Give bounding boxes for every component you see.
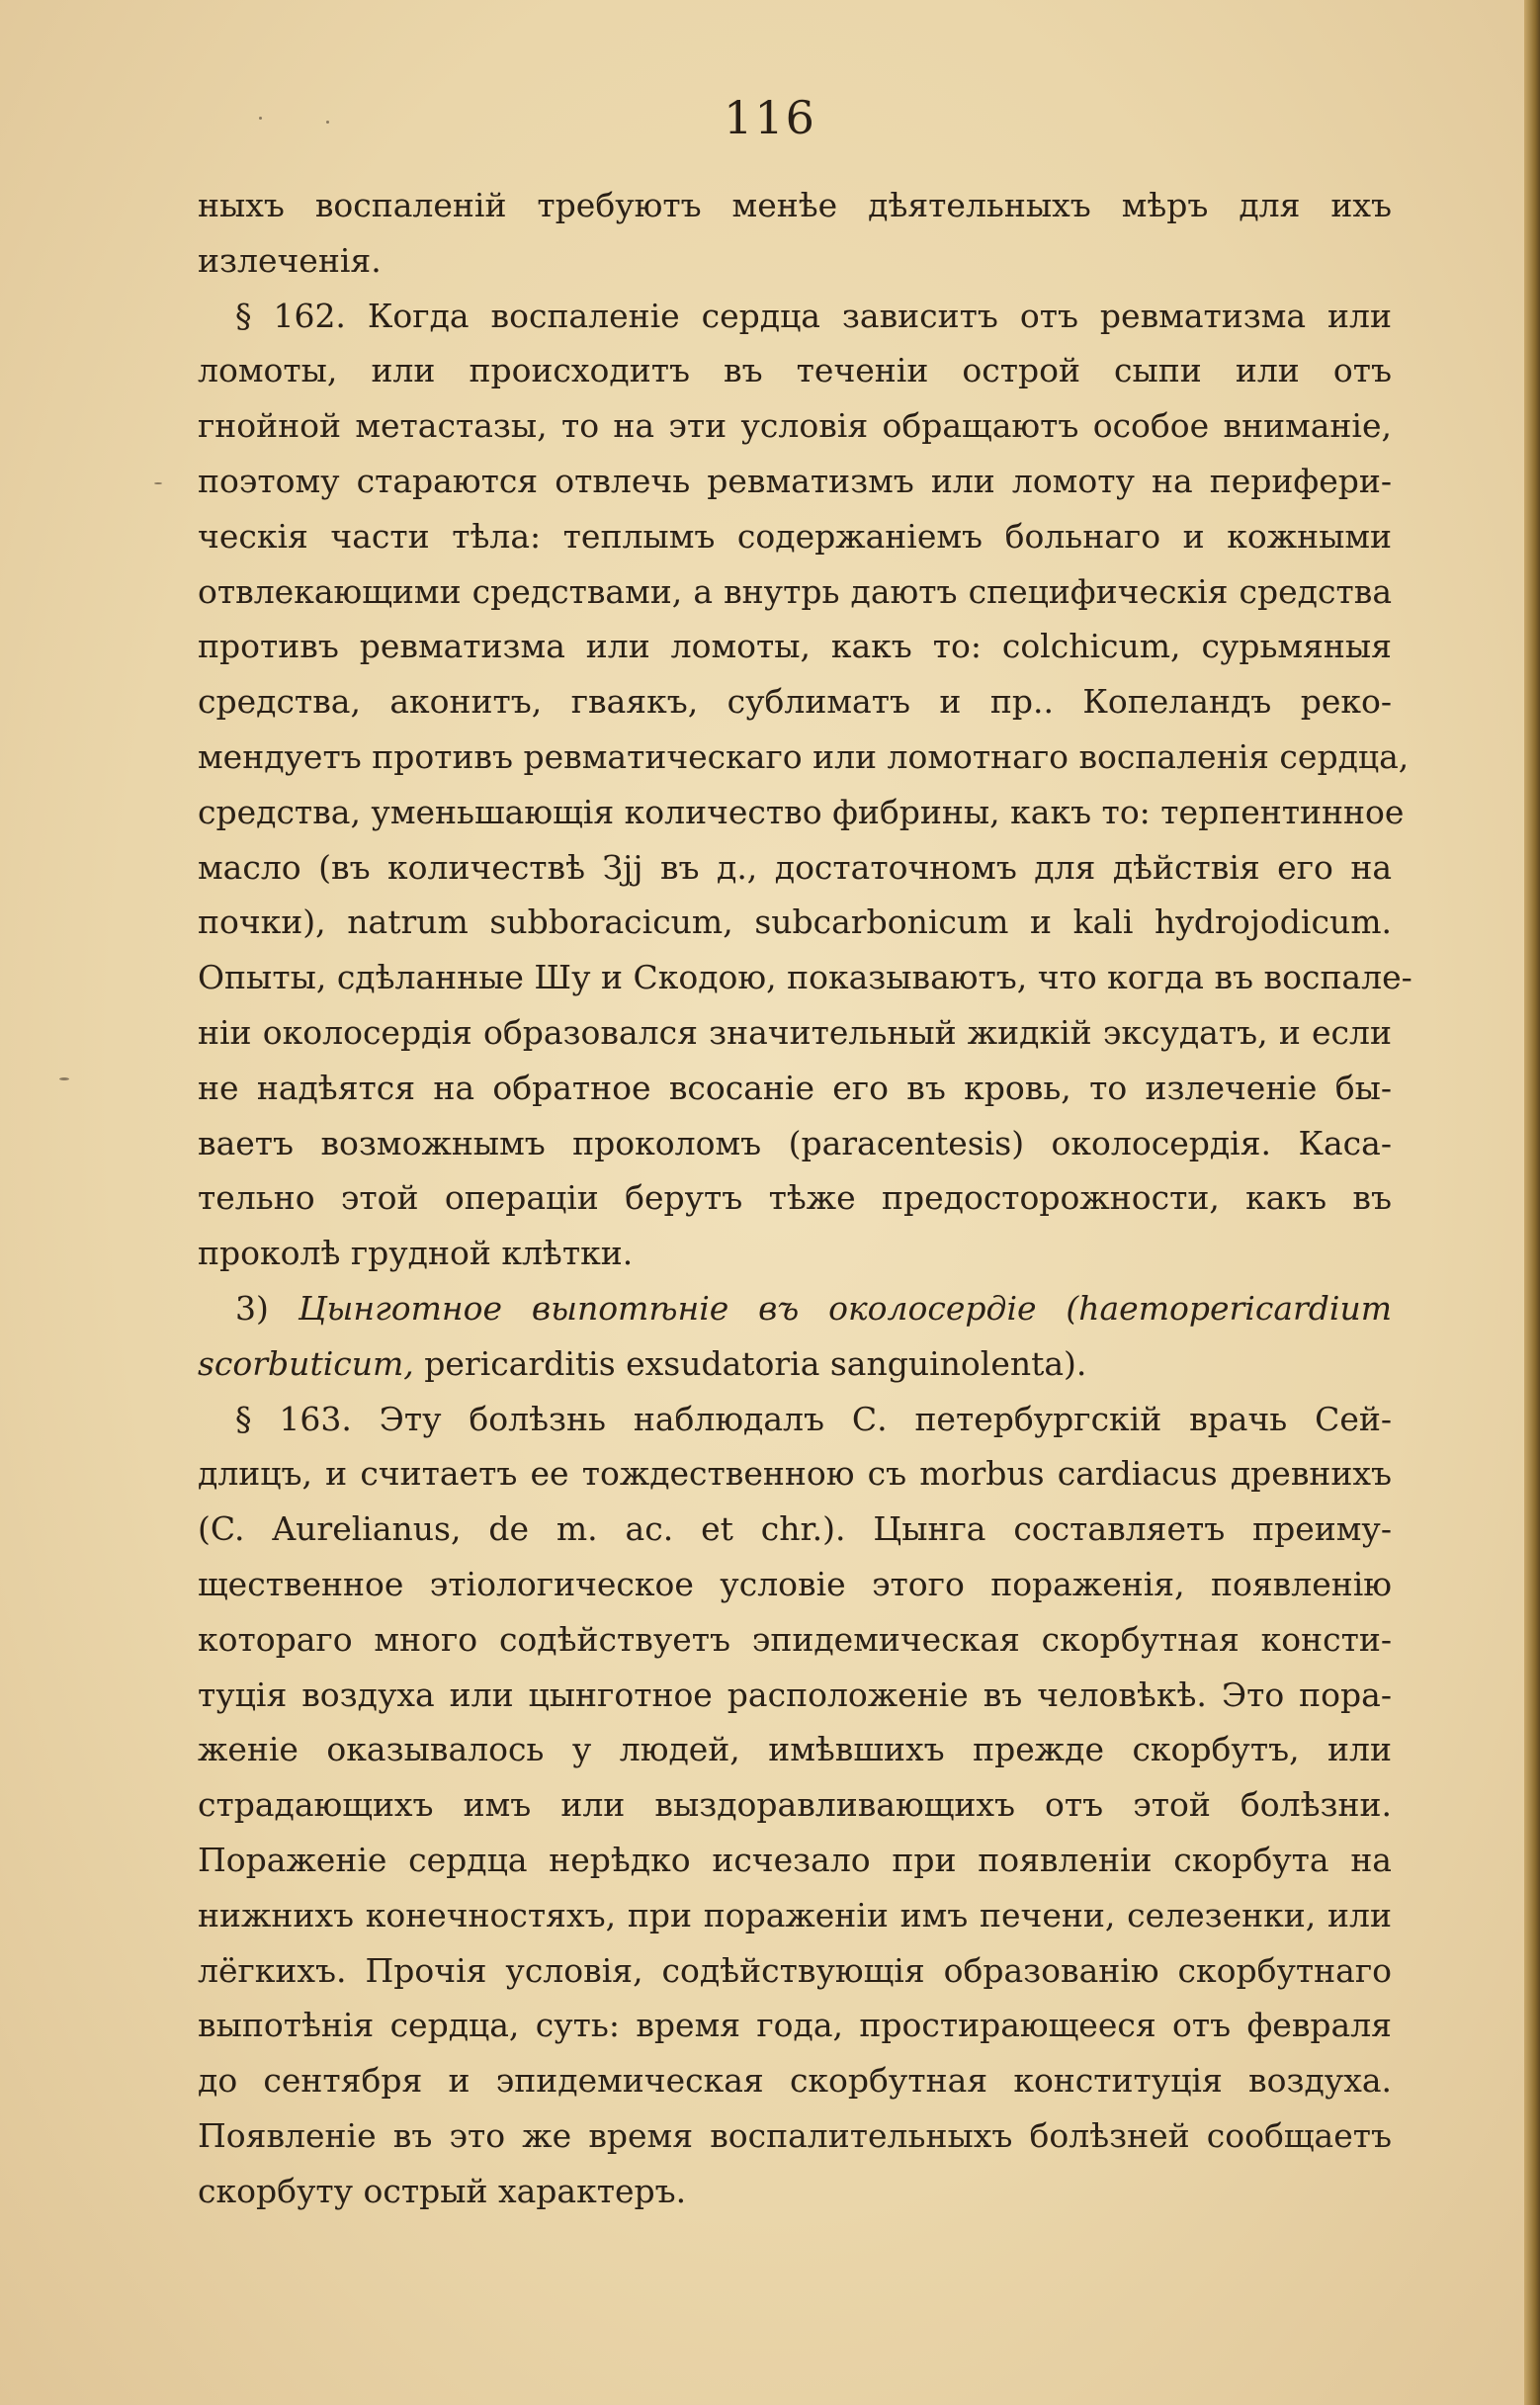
text-line: ныхъ воспаленій требуютъ менѣе дѣятельныхъ мѣръ для ихъ	[198, 186, 1392, 224]
section-162-line: отвлекающими средствами, а внутрь даютъ специфическія средства	[198, 571, 1392, 611]
ink-speck	[154, 482, 162, 484]
text-line: излеченія.	[198, 240, 382, 280]
section-162-line: ніи околосердія образовался значительный жидкій эксудатъ, и если	[198, 1012, 1392, 1052]
heading-3-line-1	[198, 1281, 1392, 1336]
section-162-line: поэтому стараются отвлечь ревматизмъ или ломоту на перифери-	[198, 461, 1392, 500]
section-163-line: женіе оказывалось у людей, имѣвшихъ прежде скорбутъ, или	[198, 1730, 1392, 1769]
section-162-line: Опыты, сдѣланные Шу и Скодою, показываютъ, что когда въ воспале-	[198, 958, 1412, 997]
heading-3-latin: pericarditis exsudatoria sanguinolenta).	[424, 1343, 1087, 1383]
section-163-line: скорбуту острый характеръ.	[198, 2171, 687, 2210]
section-163-line: Появленіе въ это же время воспалительныхъ болѣзней сообщаетъ	[198, 2115, 1392, 2155]
section-162-line: мендуетъ противъ ревматическаго или ломотнаго воспаленія сердца,	[198, 736, 1410, 776]
section-162-line: гнойной метастазы, то на эти условія обращаютъ особое вниманіе,	[198, 406, 1392, 446]
section-163-line: § 163. Эту болѣзнь наблюдалъ С. петербургскій врачь Сей-	[235, 1399, 1392, 1438]
ink-speck	[59, 1077, 69, 1080]
section-163-line: длицъ, и считаетъ ее тождественною съ morbus cardiacus древнихъ	[198, 1454, 1392, 1494]
section-163-line: выпотѣнія сердца, суть: время года, простирающееся отъ февраля	[198, 2006, 1392, 2045]
section-163-line: страдающихъ имъ или выздоравливающихъ отъ этой болѣзни.	[198, 1785, 1392, 1825]
section-162-line: средства, аконитъ, гваякъ, сублиматъ и пр.. Копеландъ реко-	[198, 682, 1392, 722]
heading-3-title-cont: scorbuticum,	[198, 1343, 414, 1383]
section-162-line: проколѣ грудной клѣтки.	[198, 1234, 634, 1273]
heading-3-line-2	[198, 1336, 1392, 1392]
section-162-line: ваетъ возможнымъ проколомъ (paracentesis) околосердія. Каса-	[198, 1123, 1392, 1162]
section-163-line: до сентября и эпидемическая скорбутная конституція воздуха.	[198, 2061, 1392, 2101]
page-text	[198, 178, 1412, 2218]
section-162-line: § 162. Когда воспаленіе сердца зависитъ отъ ревматизма или	[235, 296, 1392, 335]
heading-3-number: 3)	[235, 1288, 269, 1328]
section-163-line: (C. Aurelianus, de m. ac. et chr.). Цынга составляетъ преиму-	[198, 1509, 1392, 1549]
section-163-line: туція воздуха или цынготное расположеніе въ человѣкѣ. Это пора-	[198, 1675, 1392, 1714]
heading-3-title: Цынготное выпотѣніе въ околосердіе (haemopericardium	[298, 1288, 1392, 1328]
section-162-line: почки), natrum subboracicum, subcarbonicum и kali hydrojodicum.	[198, 902, 1392, 942]
section-162-line: не надѣятся на обратное всосаніе его въ кровь, то излеченіе бы-	[198, 1068, 1392, 1107]
section-162-line: тельно этой операціи берутъ тѣже предосторожности, какъ въ	[198, 1178, 1392, 1218]
section-162-line: ломоты, или происходитъ въ теченіи острой сыпи или отъ	[198, 351, 1392, 390]
section-163-line: котораго много содѣйствуетъ эпидемическая скорбутная консти-	[198, 1619, 1392, 1659]
section-163-line: щественное этіологическое условіе этого пораженія, появленію	[198, 1564, 1392, 1603]
section-162-line: ческія части тѣла: теплымъ содержаніемъ больнаго и кожными	[198, 516, 1392, 556]
page-number: 116	[724, 91, 816, 144]
section-162-line: противъ ревматизма или ломоты, какъ то: colchicum, сурьмяныя	[198, 627, 1392, 666]
section-162-line: масло (въ количествѣ Зjj въ д., достаточномъ для дѣйствія его на	[198, 847, 1392, 887]
page-edge-shadow	[1524, 0, 1540, 2405]
section-163-line: Пораженіе сердца нерѣдко исчезало при появленіи скорбута на	[198, 1840, 1392, 1879]
section-163-line: нижнихъ конечностяхъ, при пораженіи имъ печени, селезенки, или	[198, 1895, 1392, 1934]
section-162-line: средства, уменьшающія количество фибрины, какъ то: терпентинное	[198, 792, 1405, 831]
section-163-line: лёгкихъ. Прочія условія, содѣйствующія образованію скорбутнаго	[198, 1950, 1392, 1990]
